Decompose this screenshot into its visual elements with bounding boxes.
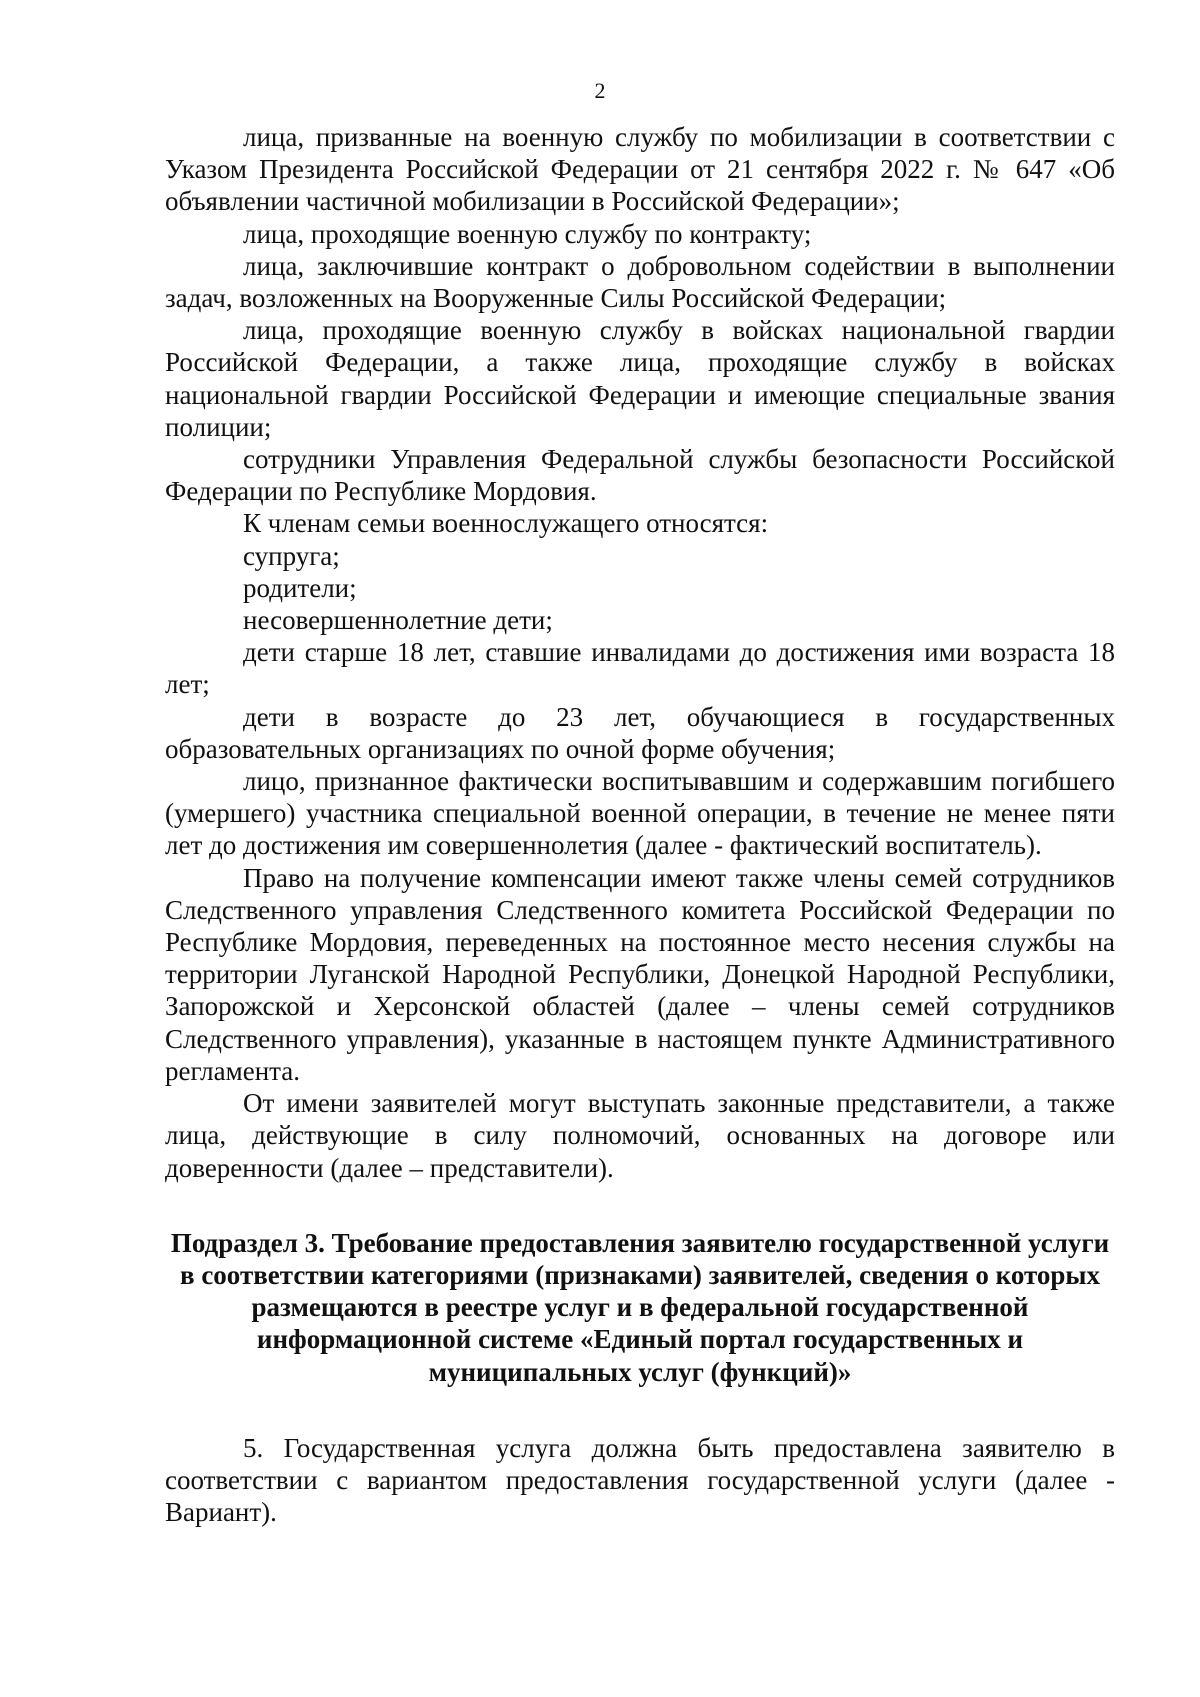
subsection-heading: Подраздел 3. Требование предоставления заявителю государственной услуги в соответствии категориями (признаками) заявителей, сведения о которых размещаются в реестре услуг и в федеральной государственной информационной системе «Единый портал государственных и муниципальных услуг (функций)»	[170, 1227, 1110, 1387]
document-body	[165, 121, 1115, 1528]
list-item-parents: родители;	[243, 572, 357, 603]
paragraph-family-members-intro: К членам семьи военнослужащего относятся:	[243, 508, 769, 539]
paragraph-national-guard: лица, проходящие военную службу в войсках национальной гвардии Российской Федерации, а также лица, проходящие службу в войсках национальной гвардии Российской Федерации и имеющие специальные звания полиции;	[165, 315, 1115, 442]
paragraph-contract-service: лица, проходящие военную службу по контракту;	[243, 218, 812, 249]
list-item-minor-children: несовершеннолетние дети;	[243, 605, 553, 636]
paragraph-fsb-officers: сотрудники Управления Федеральной службы безопасности Российской Федерации по Республике Мордовия.	[165, 444, 1115, 507]
paragraph-item-5: 5. Государственная услуга должна быть предоставлена заявителю в соответствии с вариантом предоставления государственной услуги (далее - Вариант).	[165, 1432, 1115, 1528]
list-item-disabled-children: дети старше 18 лет, ставшие инвалидами до достижения ими возраста 18 лет;	[165, 637, 1115, 700]
list-item-actual-guardian: лицо, признанное фактически воспитывавшим и содержавшим погибшего (умершего) участника специальной военной операции, в течение не менее пяти лет до достижения им совершеннолетия (далее - фактический воспитатель).	[165, 766, 1115, 861]
list-item-spouse: супруга;	[243, 540, 340, 571]
paragraph-representatives: От имени заявителей могут выступать законные представители, а также лица, действующие в силу полномочий, основанных на договоре или доверенности (далее – представители).	[165, 1088, 1115, 1183]
list-item-student-children: дети в возрасте до 23 лет, обучающиеся в государственных образовательных организациях по очной форме обучения;	[165, 701, 1115, 764]
paragraph-volunteer-contract: лица, заключившие контракт о добровольном содействии в выполнении задач, возложенных на Вооруженные Силы Российской Федерации;	[165, 250, 1115, 314]
paragraph-mobilized: лица, призванные на военную службу по мобилизации в соответствии с Указом Президента Российской Федерации от 21 сентября 2022 г. № 647 «Об объявлении частичной мобилизации в Российской Федерации»;	[165, 122, 1115, 217]
paragraph-investigative-committee: Право на получение компенсации имеют также члены семей сотрудников Следственного управления Следственного комитета Российской Федерации по Республике Мордовия, переведенных на постоянное место несения службы на территории Луганской Народной Республики, Донецкой Народной Республики, Запорожской и Херсонской областей (далее – члены семей сотрудников Следственного управления), указанные в настоящем пункте Административного регламента.	[165, 862, 1115, 1086]
page-number: 2	[594, 78, 606, 103]
